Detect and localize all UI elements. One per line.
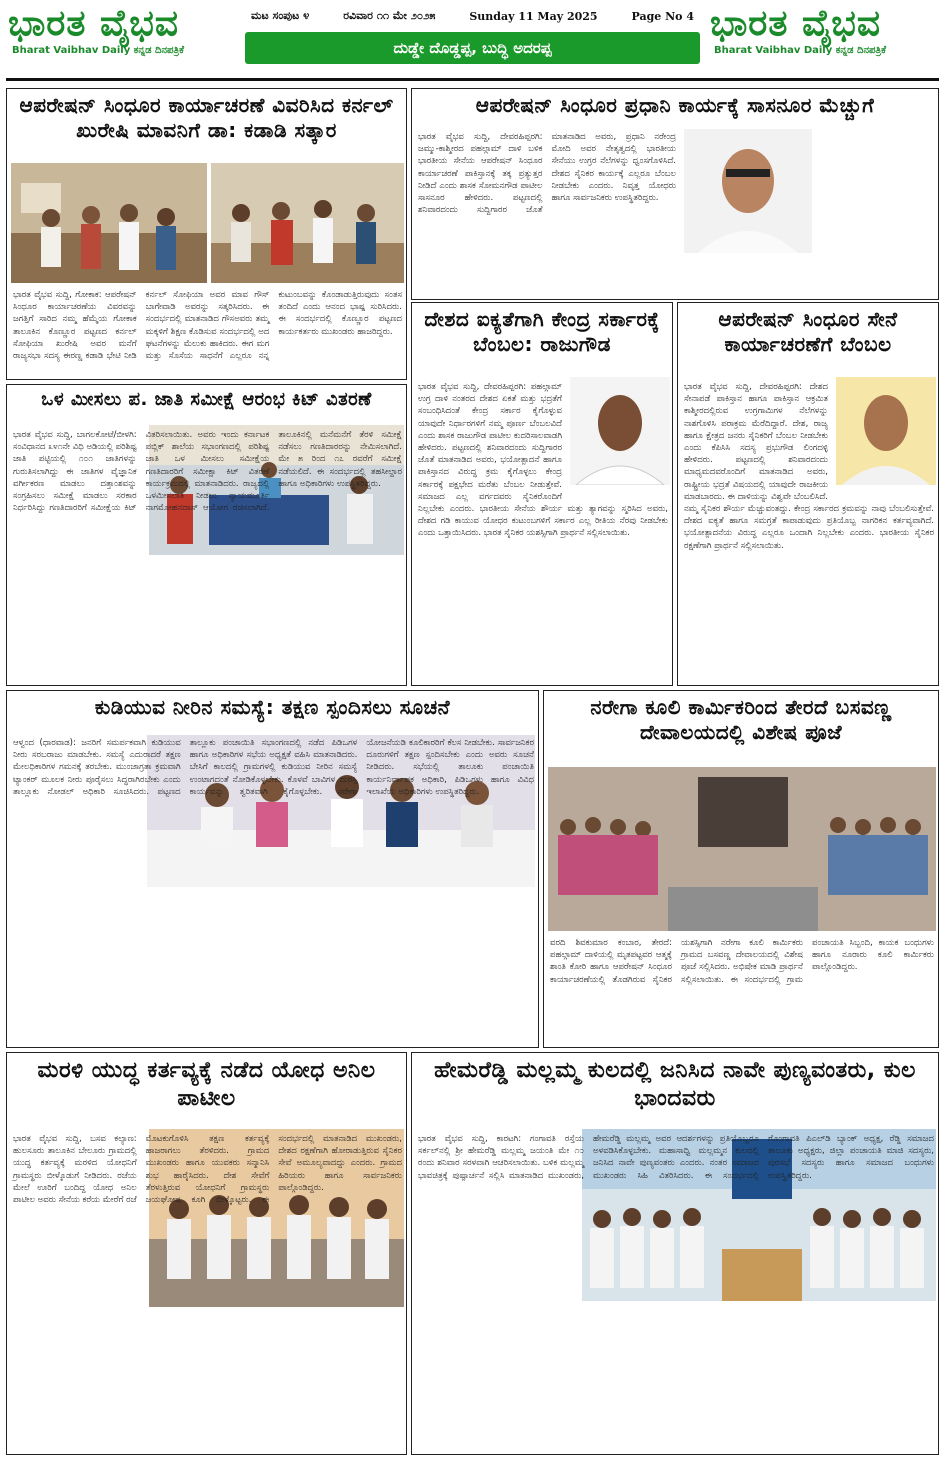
- story-body: [412, 377, 673, 685]
- story-headline: ಒಳ ಮೀಸಲು ಪ. ಜಾತಿ ಸಮೀಕ್ಷೆ ಆರಂಭ ಕಿಟ್ ವಿತರಣೆ: [41, 389, 372, 410]
- story-colonel-felicitation: [6, 88, 407, 380]
- photo-spacer: [562, 381, 668, 491]
- logo-title: ಭಾರತ ವೈಭವ: [710, 2, 881, 44]
- newspaper-logo-left: [8, 2, 238, 72]
- issue-number: ಮಟ ಸಂಪುಟ ೪: [251, 9, 310, 22]
- story-drinking-water: [6, 690, 539, 1048]
- portrait-photo: [684, 129, 812, 253]
- photo-caption: [684, 255, 812, 299]
- story-headline: ಹೇಮರೆಡ್ಡಿ ಮಲ್ಲಮ್ಮ ಕುಲದಲ್ಲಿ ಜನಿಸಿದ ನಾವೇ ಪುಣ್ಯವಂತರು, ಕುಲ ಭಾಂದವರು: [434, 1058, 916, 1111]
- story-headline: ನರೇಗಾ ಕೂಲಿ ಕಾರ್ಮಿಕರಿಂದ ತೇರದೆ ಬಸವಣ್ಣ ದೇವಾಲಯದಲ್ಲಿ ವಿಶೇಷ ಪೂಜೆ: [590, 695, 892, 744]
- news-photo: [211, 163, 404, 283]
- logo-title: ಭಾರತ ವೈಭವ: [8, 2, 179, 44]
- story-headline: ಮರಳಿ ಯುದ್ಧ ಕರ್ತವ್ಯಕ್ಕೆ ನಡೆದ ಯೋಧ ಅನಿಲ ಪಾಟೀಲ: [37, 1058, 376, 1111]
- news-photo: [11, 163, 207, 283]
- story-rajugouda-support: [411, 302, 673, 686]
- story-body-text: ಭಾರತ ವೈಭವ ಸುದ್ದಿ, ದೇವರಹಿಪ್ಪರಗಿ: ದೇಶದ ಸೇನಾಪಡೆ ಪಾಕಿಸ್ತಾನ ಹಾಗೂ ಪಾಕಿಸ್ತಾನ ಆಕ್ರಮಿತ ಕಾಶ್ಮೀರದಲ್ಲಿರುವ ಉಗ್ರಗಾಮಿಗಳ ನೆಲೆಗಳನ್ನು ನಾಶಗೊಳಿಸಿ ಪರಾಕ್ರಮ ಮೆರೆದಿದ್ದಾರೆ. ದೇಶ, ರಾಜ್ಯ ಹಾಗೂ ಕ್ಷೇತ್ರದ ಜನರು ಸೈನಿಕರಿಗೆ ಬೆಂಬಲ ನೀಡಬೇಕು ಎಂದು ಕೆಪಿಸಿಸಿ ಸದಸ್ಯ ಪ್ರಭುಗೌಡ ಲಿಂಗದಳ್ಳಿ ಹೇಳಿದರು. ಪಟ್ಟಣದಲ್ಲಿ ಶನಿವಾರದಂದು ಮಾಧ್ಯಮದವರೊಂದಿಗೆ ಮಾತನಾಡಿದ ಅವರು, ರಾಷ್ಟ್ರೀಯ ಭದ್ರತೆ ವಿಷಯದಲ್ಲಿ ಯಾವುದೇ ರಾಜಕೀಯ ಮಾಡಬಾರದು. ಈ ದಾಳಿಯನ್ನು ವಿಶ್ವವೇ ಬೆಂಬಲಿಸಿದೆ. ನಮ್ಮ ಸೈನಿಕರ ಶೌರ್ಯ ಮೆಚ್ಚುವಂತದ್ದು. ಕೇಂದ್ರ ಸರ್ಕಾರದ ಕ್ರಮವನ್ನು ನಾವು ಬೆಂಬಲಿಸುತ್ತೇವೆ. ದೇಶದ ಐಕ್ಯತೆ ಹಾಗೂ ಸಮಗ್ರತೆ ಕಾಪಾಡುವುದು ಪ್ರತಿಯೊಬ್ಬ ನಾಗರಿಕನ ಕರ್ತವ್ಯವಾಗಿದೆ. ಭಯೋತ್ಪಾದನೆಯ ವಿರುದ್ಧ ಎಲ್ಲರೂ ಒಂದಾಗಿ ನಿಲ್ಲಬೇಕು ಎಂದರು. ಭಾರತೀಯ ಸೈನಿಕರ ರಕ್ಷಣೆಗಾಗಿ ಪ್ರಾರ್ಥನೆ ಸಲ್ಲಿಸಲಾಯಿತು.: [684, 382, 934, 551]
- story-headline: ದೇಶದ ಐಕ್ಯತೆಗಾಗಿ ಕೇಂದ್ರ ಸರ್ಕಾರಕ್ಕೆ ಬೆಂಬಲ: ರಾಜುಗೌಡ: [424, 307, 660, 356]
- story-body: ಭಾರತ ವೈಭವ ಸುದ್ದಿ, ಕಾರಟಗಿ: ಗಂಗಾವತಿ ರಸ್ತೆಯ ಸರ್ಕಲ್‌ನಲ್ಲಿ ಶ್ರೀ ಹೇಮರೆಡ್ಡಿ ಮಲ್ಲಮ್ಮ ಜಯಂತಿ ಮೇ ೧೦ ರಂದು ಶನಿವಾರ ಸರಳವಾಗಿ ಆಚರಿಸಲಾಯಿತು. ಬಳಿಕ ಮಲ್ಲಮ್ಮ ಭಾವಚಿತ್ರಕ್ಕೆ ಪುಷ್ಪಾರ್ಚನೆ ಸಲ್ಲಿಸಿ ಮಾತನಾಡಿದ ಮುಖಂಡರು, ಹೇಮರೆಡ್ಡಿ ಮಲ್ಲಮ್ಮ ಅವರ ಆದರ್ಶಗಳನ್ನು ಪ್ರತಿಯೊಬ್ಬರೂ ಅಳವಡಿಸಿಕೊಳ್ಳಬೇಕು. ಮಹಾಸಾಧ್ವಿ ಮಲ್ಲಮ್ಮನ ಕುಲದಲ್ಲಿ ಜನಿಸಿದ ನಾವೇ ಪುಣ್ಯವಂತರು ಎಂದರು. ನಂತರ ಸಮಾಜದ ಮುಖಂಡರು ಸಿಹಿ ವಿತರಿಸಿದರು. ಈ ಸಂದರ್ಭದಲ್ಲಿ ಗೊಂಗಾವತಿ ಪಿಎಲ್‌ಡಿ ಬ್ಯಾಂಕ್ ಅಧ್ಯಕ್ಷ, ರೆಡ್ಡಿ ಸಮಾಜದ ತಾಲೂಕು ಅಧ್ಯಕ್ಷರು, ಜಿಲ್ಲಾ ಪಂಚಾಯತಿ ಮಾಜಿ ಸದಸ್ಯರು, ಪುರಸಭೆ ಸದಸ್ಯರು ಹಾಗೂ ಸಮಾಜದ ಬಂಧುಗಳು ಉಪಸ್ಥಿತರಿದ್ದರು.: [418, 1134, 934, 1181]
- logo-subtitle: Bharat Vaibhav Daily ಕನ್ನಡ ದಿನಪತ್ರಿಕೆ: [714, 45, 887, 56]
- story-headline: ಕುಡಿಯುವ ನೀರಿನ ಸಮಸ್ಯೆ: ತಕ್ಷಣ ಸ್ಪಂದಿಸಲು ಸೂಚನೆ: [94, 695, 451, 719]
- story-headline: ಆಪರೇಷನ್ ಸಿಂಧೂರ ಪ್ರಧಾನಿ ಕಾರ್ಯಕ್ಕೆ ಸಾಸನೂರ ಮೆಚ್ಚುಗೆ: [475, 93, 875, 117]
- story-army-support: [677, 302, 939, 686]
- kannada-date: ರವಿವಾರ ೧೧ ಮೇ ೨೦೨೫: [343, 9, 436, 22]
- newspaper-logo-right: [710, 2, 940, 72]
- slogan-band: [245, 32, 700, 64]
- story-body-text: ಭಾರತ ವೈಭವ ಸುದ್ದಿ, ದೇವರಹಿಪ್ಪರಗಿ: ಪಹಲ್ಗಾಮ್ ಉಗ್ರ ದಾಳಿ ನಂತರದ ದೇಶದ ಏಕತೆ ಮತ್ತು ಭದ್ರತೆಗೆ ಸಂಬಂಧಿಸಿದಂತೆ ಕೇಂದ್ರ ಸರ್ಕಾರ ಕೈಗೊಳ್ಳುವ ಯಾವುದೇ ನಿರ್ಧಾರಗಳಿಗೆ ನಮ್ಮ ಪೂರ್ಣ ಬೆಂಬಲವಿದೆ ಎಂದು ಶಾಸಕ ರಾಜುಗೌಡ ಪಾಟೀಲ ಕುದರಿಸಾಲವಾಡಗಿ ಹೇಳಿದರು. ಪಟ್ಟಣದಲ್ಲಿ ಶನಿವಾರದಂದು ಸುದ್ದಿಗಾರರ ಜೊತೆ ಮಾತನಾಡಿದ ಅವರು, ಭಯೋತ್ಪಾದನೆ ಹಾಗೂ ಪಾಕಿಸ್ತಾನದ ವಿರುದ್ಧ ಕ್ರಮ ಕೈಗೊಳ್ಳಲು ಕೇಂದ್ರ ಸರ್ಕಾರಕ್ಕೆ ಪಕ್ಷಭೇದ ಮರೆತು ಬೆಂಬಲ ನೀಡುತ್ತೇವೆ. ಸಮಾಜದ ಎಲ್ಲ ವರ್ಗದವರು ಸೈನಿಕರೊಂದಿಗೆ ನಿಲ್ಲಬೇಕು ಎಂದರು. ಭಾರತೀಯ ಸೇನೆಯ ಶೌರ್ಯ ಮತ್ತು ತ್ಯಾಗವನ್ನು ಸ್ಮರಿಸಿದ ಅವರು, ದೇಶದ ಗಡಿ ಕಾಯುವ ಯೋಧರ ಕುಟುಂಬಗಳಿಗೆ ಸರ್ಕಾರ ಎಲ್ಲ ರೀತಿಯ ನೆರವು ನೀಡಬೇಕು ಎಂದು ಒತ್ತಾಯಿಸಿದರು. ಭಾರತ ಸೈನಿಕರ ಯಶಸ್ಸಿಗಾಗಿ ಪ್ರಾರ್ಥನೆ ಸಲ್ಲಿಸಲಾಯಿತು.: [418, 382, 668, 539]
- story-body: ಆಳ್ವಂದ (ಧಾರವಾಡ): ಜನರಿಗೆ ಸಮರ್ಪಕವಾಗಿ ಕುಡಿಯುವ ನೀರು ಸರಬರಾಜು ಮಾಡಬೇಕು. ಸಮಸ್ಯೆ ಎದುರಾದರೆ ತಕ್ಷಣ ಮೇಲಧಿಕಾರಿಗಳ ಗಮನಕ್ಕೆ ತರಬೇಕು. ಮುಂಜಾಗ್ರತಾ ಕ್ರಮವಾಗಿ ಟ್ಯಾಂಕರ್ ಮೂಲಕ ನೀರು ಪೂರೈಸಲು ಸಿದ್ಧರಾಗಿರಬೇಕು ಎಂದು ತಾಲ್ಲೂಕು ನೋಡಲ್ ಅಧಿಕಾರಿ ಸೂಚಿಸಿದರು. ಪಟ್ಟಣದ ತಾಲ್ಲೂಕು ಪಂಚಾಯಿತಿ ಸಭಾಂಗಣದಲ್ಲಿ ನಡೆದ ಪಿಡಿಒಗಳ ಹಾಗೂ ಅಧಿಕಾರಿಗಳ ಸಭೆಯ ಅಧ್ಯಕ್ಷತೆ ವಹಿಸಿ ಮಾತನಾಡಿದರು. ಬೇಸಿಗೆ ಕಾಲದಲ್ಲಿ ಗ್ರಾಮಗಳಲ್ಲಿ ಕುಡಿಯುವ ನೀರಿನ ಸಮಸ್ಯೆ ಉಂಟಾಗದಂತೆ ನೋಡಿಕೊಳ್ಳಬೇಕು. ಕೊಳವೆ ಬಾವಿಗಳ ದುರಸ್ತಿ ಕಾರ್ಯವನ್ನು ತ್ವರಿತವಾಗಿ ಕೈಗೊಳ್ಳಬೇಕು. ನರೇಗಾ ಯೋಜನೆಯಡಿ ಕೂಲಿಕಾರರಿಗೆ ಕೆಲಸ ನೀಡಬೇಕು. ಸಾರ್ವಜನಿಕರ ದೂರುಗಳಿಗೆ ತಕ್ಷಣ ಸ್ಪಂದಿಸಬೇಕು ಎಂದು ಅವರು ಸೂಚನೆ ನೀಡಿದರು. ಸಭೆಯಲ್ಲಿ ತಾಲೂಕು ಪಂಚಾಯಿತಿ ಕಾರ್ಯನಿರ್ವಾಹಕ ಅಧಿಕಾರಿ, ಪಿಡಿಒಗಳು ಹಾಗೂ ವಿವಿಧ ಇಲಾಖೆಯ ಅಧಿಕಾರಿಗಳು ಉಪಸ್ಥಿತರಿದ್ದರು.: [13, 738, 534, 797]
- story-sasanur-praise: [411, 88, 939, 300]
- story-soldier-farewell: [6, 1052, 407, 1455]
- masthead-center: [245, 4, 700, 70]
- story-hemareddy-jayanti: [411, 1052, 939, 1455]
- story-body: ಭಾರತ ವೈಭವ ಸುದ್ದಿ, ಗೋಕಾಕ: ಆಪರೇಷನ್ ಸಿಂಧೂರ ಕಾರ್ಯಾಚರಣೆಯ ವಿವರವನ್ನು ಜಗತ್ತಿಗೆ ಸಾರಿದ ನಮ್ಮ ಹೆಮ್ಮೆಯ ಗೋಕಾಕ ತಾಲೂಕಿನ ಕೊಣ್ಣೂರ ಪಟ್ಟಣದ ಕರ್ನಲ್ ಸೋಫಿಯಾ ಖುರೇಷಿ ಅವರ ಮನೆಗೆ ರಾಜ್ಯಸಭಾ ಸದಸ್ಯ ಈರಣ್ಣ ಕಡಾಡಿ ಭೇಟಿ ನೀಡಿ ಕರ್ನಲ್ ಸೋಫಿಯಾ ಅವರ ಮಾವ ಗೌಸ್ ಬಾಗೇವಾಡಿ ಅವರನ್ನು ಸತ್ಕರಿಸಿದರು. ಈ ಸಂದರ್ಭದಲ್ಲಿ ಮಾತನಾಡಿದ ಗೌಸಅವರು ತಮ್ಮ ಮಕ್ಕಳಿಗೆ ಶಿಕ್ಷಣ ಕೊಡಿಸುವ ಸಂದರ್ಭದಲ್ಲಿ ಅದ ಘಟನೆಗಳನ್ನು ಮೆಲುಕು ಹಾಕಿದರು. ಈಗ ಮಗ ಮತ್ತು ಸೊಸೆಯ ಸಾಧನೆಗೆ ಎಲ್ಲರೂ ನನ್ನ ಕುಟುಂಬವನ್ನು ಕೊಂಡಾಡುತ್ತಿರುವುದು ಸಂತಸ ತಂದಿದೆ ಎಂದು ಆನಂದ ಭಾಷ್ಪ ಸುರಿಸಿದರು. ಈ ಸಂದರ್ಭದಲ್ಲಿ ಕೊಣ್ಣೂರ ಪಟ್ಟಣದ ಕಾರ್ಯಕರ್ತರು ಮುಖಂಡರು ಹಾಜರಿದ್ದರು.: [13, 290, 402, 362]
- story-body: ವರದಿ ಶಿವಕುಮಾರ ಕಂಬಾರ, ತೇರದೆ: ಪಹಲ್ಗಾಮ್ ದಾಳಿಯಲ್ಲಿ ಮೃತಪಟ್ಟವರ ಆತ್ಮಕ್ಕೆ ಶಾಂತಿ ಕೋರಿ ಹಾಗೂ ಆಪರೇಷನ್ ಸಿಂಧೂರ ಕಾರ್ಯಾಚರಣೆಯಲ್ಲಿ ತೊಡಗಿರುವ ಸೈನಿಕರ ಯಶಸ್ಸಿಗಾಗಿ ನರೇಗಾ ಕೂಲಿ ಕಾರ್ಮಿಕರು ಗ್ರಾಮದ ಬಸವಣ್ಣ ದೇವಾಲಯದಲ್ಲಿ ವಿಶೇಷ ಪೂಜೆ ಸಲ್ಲಿಸಿದರು. ಅಭಿಷೇಕ ಮಾಡಿ ಪ್ರಾರ್ಥನೆ ಸಲ್ಲಿಸಲಾಯಿತು. ಈ ಸಂದರ್ಭದಲ್ಲಿ ಗ್ರಾಮ ಪಂಚಾಯತಿ ಸಿಬ್ಬಂದಿ, ಕಾಯಕ ಬಂಧುಗಳು ಹಾಗೂ ನೂರಾರು ಕೂಲಿ ಕಾರ್ಮಿಕರು ಪಾಲ್ಗೊಂಡಿದ್ದರು.: [550, 938, 934, 985]
- story-headline: ಆಪರೇಷನ್ ಸಿಂಧೂರ ಸೇನೆ ಕಾರ್ಯಾಚರಣೆಗೆ ಬೆಂಬಲ: [718, 307, 898, 356]
- story-headline: ಆಪರೇಷನ್ ಸಿಂಧೂರ ಕಾರ್ಯಾಚರಣೆ ವಿವರಿಸಿದ ಕರ್ನಲ್ ಖುರೇಷಿ ಮಾವನಿಗೆ ಡಾ: ಕಡಾಡಿ ಸತ್ಕಾರ: [19, 93, 394, 142]
- top-rule: [6, 78, 939, 81]
- page-number: Page No 4: [631, 9, 694, 23]
- issue-info-bar: [245, 4, 700, 28]
- english-date: Sunday 11 May 2025: [469, 9, 598, 23]
- logo-subtitle: Bharat Vaibhav Daily ಕನ್ನಡ ದಿನಪತ್ರಿಕೆ: [12, 45, 185, 56]
- story-body: ಭಾರತ ವೈಭವ ಸುದ್ದಿ, ಬಾಗಲಕೋಟೆ/ಬೀಳಗಿ: ಸಂವಿಧಾನದ ೩೪೧ನೇ ವಿಧಿ ಅಡಿಯಲ್ಲಿ ಪರಿಶಿಷ್ಟ ಜಾತಿ ಪಟ್ಟಿಯಲ್ಲಿ ೧೦೧ ಜಾತಿಗಳನ್ನು ಗುರುತಿಸಲಾಗಿದ್ದು ಈ ಜಾತಿಗಳ ವೈಜ್ಞಾನಿಕ ವರ್ಗೀಕರಣ ಮಾಡಲು ದತ್ತಾಂಶವನ್ನು ಸಂಗ್ರಹಿಸಲು ಸಮೀಕ್ಷೆ ಮಾಡಲು ಸರಕಾರ ನಿರ್ಧರಿಸಿದ್ದು ಗಣತಿದಾರರಿಗೆ ಸಮೀಕ್ಷೆಯ ಕಿಟ್ ವಿತರಿಸಲಾಯಿತು. ಅವರು ಇಂದು ಕರ್ನಾಟಕ ಪಬ್ಲಿಕ್ ಶಾಲೆಯ ಸಭಾಂಗಣದಲ್ಲಿ ಪರಿಶಿಷ್ಟ ಜಾತಿ ಒಳ ಮೀಸಲು ಸಮೀಕ್ಷೆಯ ಗಣತಿದಾರರಿಗೆ ಸಮೀಕ್ಷಾ ಕಿಟ್ ವಿತರಣೆ ಕಾರ್ಯಕ್ರಮದಲ್ಲಿ ಮಾತನಾಡಿದರು. ರಾಜ್ಯದಲ್ಲಿ ಒಳಮೀಸಲಾತಿ ನೀಡಲು ನ್ಯಾಯಮೂರ್ತಿ ನಾಗಮೋಹನದಾಸ್ ಆಯೋಗ ರಚಿಸಲಾಗಿದೆ. ತಾಲೂಕಿನಲ್ಲಿ ಮನೆಮನೆಗೆ ತೆರಳಿ ಸಮೀಕ್ಷೆ ನಡೆಸಲು ಗಣತಿದಾರರನ್ನು ನೇಮಿಸಲಾಗಿದೆ. ಮೇ ೫ ರಿಂದ ೧೭ ರವರೆಗೆ ಸಮೀಕ್ಷೆ ನಡೆಯಲಿದೆ. ಈ ಸಂದರ್ಭದಲ್ಲಿ ತಹಸೀಲ್ದಾರ ಹಾಗೂ ಅಧಿಕಾರಿಗಳು ಉಪಸ್ಥಿತರಿದ್ದರು.: [13, 430, 402, 514]
- story-body: ಭಾರತ ವೈಭವ ಸುದ್ದಿ, ದೇವರಹಿಪ್ಪರಗಿ: ಜಮ್ಮು-ಕಾಶ್ಮೀರದ ಪಹಲ್ಗಾಮ್ ದಾಳಿ ಬಳಿಕ ಭಾರತೀಯ ಸೇನೆಯ ಆಪರೇಷನ್ ಸಿಂಧೂರ ಕಾರ್ಯಾಚರಣೆ ಪಾಕಿಸ್ತಾನಕ್ಕೆ ತಕ್ಕ ಪ್ರತ್ಯುತ್ತರ ನೀಡಿದೆ ಎಂದು ಶಾಸಕ ಸೋಮನಗೌಡ ಪಾಟೀಲ ಸಾಸನೂರ ಹೇಳಿದರು. ಪಟ್ಟಣದಲ್ಲಿ ಶನಿವಾರದಂದು ಸುದ್ದಿಗಾರರ ಜೊತೆ ಮಾತನಾಡಿದ ಅವರು, ಪ್ರಧಾನಿ ನರೇಂದ್ರ ಮೋದಿ ಅವರ ನೇತೃತ್ವದಲ್ಲಿ ಭಾರತೀಯ ಸೇನೆಯು ಉಗ್ರರ ನೆಲೆಗಳನ್ನು ಧ್ವಂಸಗೊಳಿಸಿದೆ. ದೇಶದ ಸೈನಿಕರ ಕಾರ್ಯಕ್ಕೆ ಎಲ್ಲರೂ ಬೆಂಬಲ ನೀಡಬೇಕು ಎಂದರು. ನಿವೃತ್ತ ಯೋಧರು ಹಾಗೂ ಸಾರ್ವಜನಿಕರು ಉಪಸ್ಥಿತರಿದ್ದರು.: [418, 132, 676, 216]
- photo-spacer: [828, 381, 934, 491]
- news-photo: [548, 767, 936, 931]
- story-body: ಭಾರತ ವೈಭವ ಸುದ್ದಿ, ಬಸವ ಕಲ್ಯಾಣ: ಹುಲಸೂರು ತಾಲೂಕಿನ ಬೇಲೂರು ಗ್ರಾಮದಲ್ಲಿ ಯುದ್ಧ ಕರ್ತವ್ಯಕ್ಕೆ ಮರಳಿದ ಯೋಧನಿಗೆ ಗ್ರಾಮಸ್ಥರು ಬೀಳ್ಕೊಡುಗೆ ನೀಡಿದರು. ರಜೆಯ ಮೇಲೆ ಊರಿಗೆ ಬಂದಿದ್ದ ಯೋಧ ಅನಿಲ ಪಾಟೀಲ ಅವರು ಸೇನೆಯ ಕರೆಯ ಮೇರೆಗೆ ರಜೆ ಮೊಟಕುಗೊಳಿಸಿ ತಕ್ಷಣ ಕರ್ತವ್ಯಕ್ಕೆ ಹಾಜರಾಗಲು ತೆರಳಿದರು. ಗ್ರಾಮದ ಮುಖಂಡರು ಹಾಗೂ ಯುವಕರು ಸನ್ಮಾನಿಸಿ ಶುಭ ಹಾರೈಸಿದರು. ದೇಶ ಸೇವೆಗೆ ತೆರಳುತ್ತಿರುವ ಯೋಧನಿಗೆ ಗ್ರಾಮಸ್ಥರು ಜಯಘೋಷ ಕೂಗಿ ಬೀಳ್ಕೊಟ್ಟರು. ಈ ಸಂದರ್ಭದಲ್ಲಿ ಮಾತನಾಡಿದ ಮುಖಂಡರು, ದೇಶದ ರಕ್ಷಣೆಗಾಗಿ ಹೋರಾಡುತ್ತಿರುವ ಸೈನಿಕರ ಸೇವೆ ಅಮೂಲ್ಯವಾದದ್ದು ಎಂದರು. ಗ್ರಾಮದ ಹಿರಿಯರು ಹಾಗೂ ಸಾರ್ವಜನಿಕರು ಪಾಲ್ಗೊಂಡಿದ್ದರು.: [13, 1134, 402, 1206]
- slogan: ದುಡ್ಡೇ ದೊಡ್ಡಪ್ಪ, ಬುದ್ಧಿ ಅದರಪ್ಪ: [393, 39, 552, 57]
- story-survey-kit: [6, 384, 407, 686]
- story-body: [678, 377, 939, 685]
- story-nrega-pooja: [543, 690, 939, 1048]
- masthead: [0, 0, 945, 76]
